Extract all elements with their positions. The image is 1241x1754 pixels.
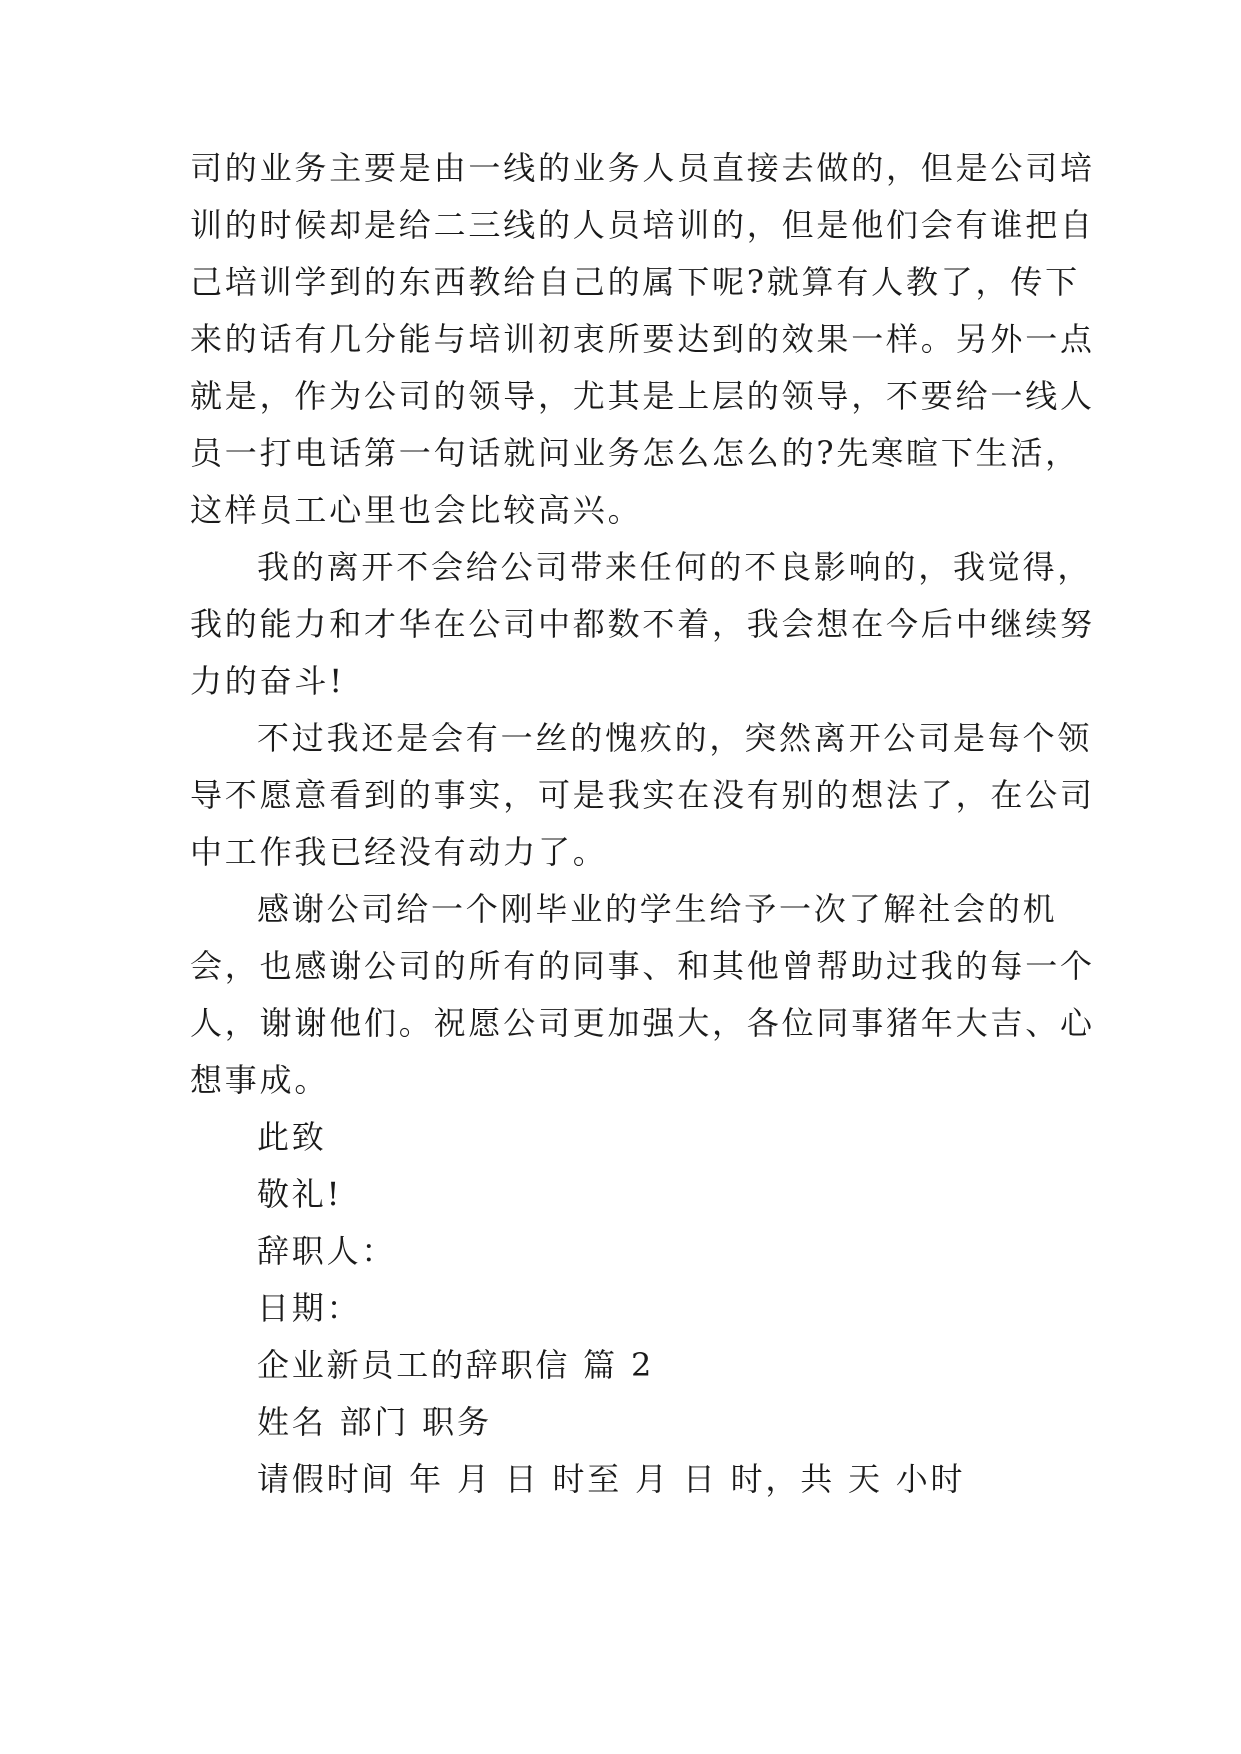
paragraph-start: 不过我还是会有一丝的愧疚的，突然离开公司是每个领: [257, 719, 1093, 757]
closing-regards: 敬礼!: [257, 1175, 343, 1213]
text-line: 我的能力和才华在公司中都数不着，我会想在今后中继续努: [190, 605, 1095, 643]
text-line: 训的时候却是给二三线的人员培训的，但是他们会有谁把自: [190, 206, 1095, 244]
paragraph-start: 我的离开不会给公司带来任何的不良影响的，我觉得，: [257, 548, 1093, 586]
text-line: 司的业务主要是由一线的业务人员直接去做的，但是公司培: [190, 149, 1095, 187]
text-line: 力的奋斗!: [190, 662, 345, 700]
text-line: 会，也感谢公司的所有的同事、和其他曾帮助过我的每一个: [190, 947, 1095, 985]
text-line: 这样员工心里也会比较高兴。: [190, 491, 643, 529]
text-line: 想事成。: [190, 1061, 330, 1099]
text-line: 人，谢谢他们。祝愿公司更加强大，各位同事猪年大吉、心: [190, 1004, 1095, 1042]
paragraph-start: 感谢公司给一个刚毕业的学生给予一次了解社会的机: [257, 890, 1058, 928]
date-label: 日期：: [257, 1289, 362, 1327]
text-line: 导不愿意看到的事实，可是我实在没有别的想法了，在公司: [190, 776, 1095, 814]
text-line: 己培训学到的东西教给自己的属下呢?就算有人教了，传下: [190, 263, 1080, 301]
form-fields-line: 姓名 部门 职务: [257, 1403, 492, 1441]
closing-salutation: 此致: [257, 1118, 327, 1156]
leave-time-line: 请假时间 年 月 日 时至 月 日 时，共 天 小时: [257, 1460, 966, 1498]
text-line: 就是，作为公司的领导，尤其是上层的领导，不要给一线人: [190, 377, 1095, 415]
section-title: 企业新员工的辞职信 篇 2: [257, 1346, 655, 1384]
text-line: 员一打电话第一句话就问业务怎么怎么的?先寒暄下生活，: [190, 434, 1080, 472]
text-line: 来的话有几分能与培训初衷所要达到的效果一样。另外一点: [190, 320, 1095, 358]
text-line: 中工作我已经没有动力了。: [190, 833, 608, 871]
signature-label: 辞职人：: [257, 1232, 397, 1270]
